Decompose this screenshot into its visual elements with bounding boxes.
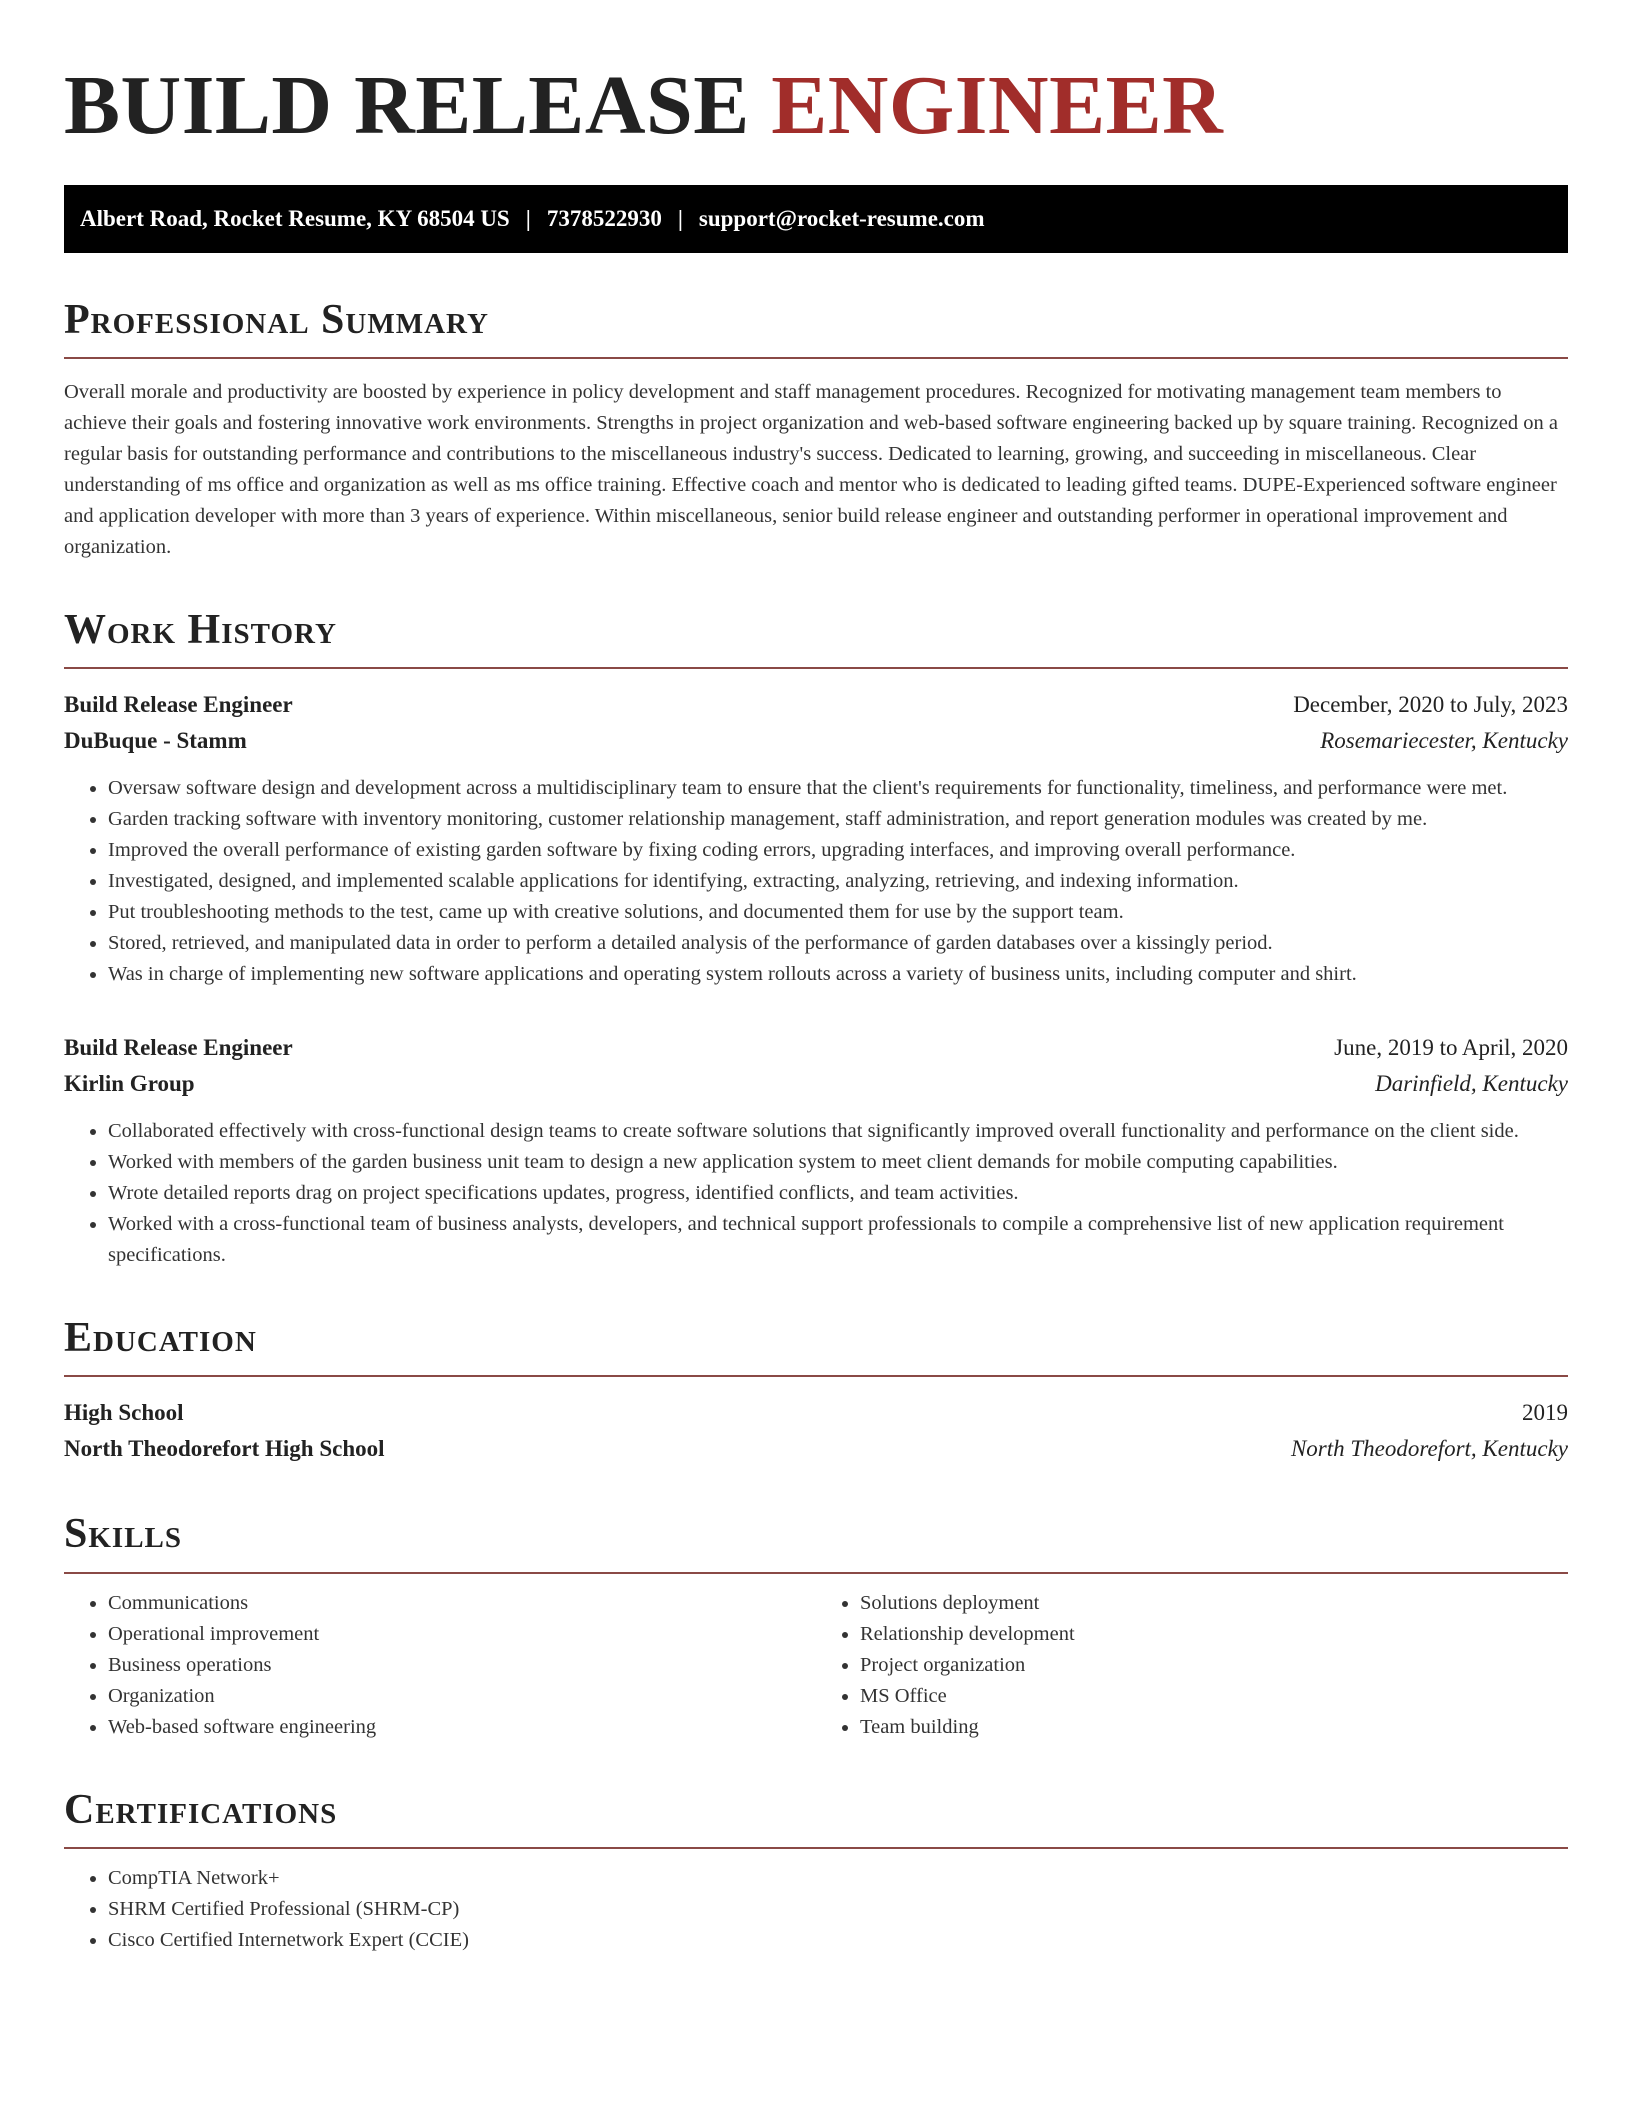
list-item: • SHRM Certified Professional (SHRM-CP) <box>108 1894 1568 1925</box>
skills-list-right <box>816 1588 1568 1743</box>
section-title: Certifications <box>64 1786 338 1833</box>
section-title: Work History <box>64 606 337 653</box>
job-title: Build Release Engineer <box>64 692 293 718</box>
job-location: Rosemariecester, Kentucky <box>1320 728 1568 754</box>
list-item: • Garden tracking software with inventory monitoring, customer relationship management, staff administration, and report generation modules was created by me. <box>108 804 1568 835</box>
resume-name <box>64 56 1568 157</box>
certifications-list <box>64 1863 1568 1956</box>
job-title: Build Release Engineer <box>64 1035 293 1061</box>
list-item: • Operational improvement <box>108 1619 816 1650</box>
contact-bar <box>64 185 1568 253</box>
education-location: North Theodorefort, Kentucky <box>1290 1436 1568 1462</box>
job-company: Kirlin Group <box>64 1071 195 1097</box>
list-item: • Wrote detailed reports drag on project specifications updates, progress, identified conflicts, and team activities. <box>108 1178 1568 1209</box>
education-section <box>64 1315 1568 1467</box>
list-item: • Worked with members of the garden business unit team to design a new application system to meet client demands for mobile computing capabilities. <box>108 1147 1568 1178</box>
list-item: • Relationship development <box>860 1619 1568 1650</box>
list-item: • CompTIA Network+ <box>108 1863 1568 1894</box>
section-title: Skills <box>64 1511 183 1558</box>
section-divider <box>64 1847 1568 1849</box>
contact-address: Albert Road, Rocket Resume, KY 68504 US <box>80 205 510 231</box>
education-school: North Theodorefort High School <box>64 1436 385 1462</box>
job-bullets <box>64 773 1568 990</box>
summary-text: Overall morale and productivity are boosted by experience in policy development and staff management procedures. Recognized for motivating management team members to achieve their goals and fostering innovative work environments. Strengths in project organization and web-based software engineering backed up by square training. Recognized on a regular basis for outstanding performance and contributions to the miscellaneous industry's success. Dedicated to learning, growing, and succeeding in miscellaneous. Clear understanding of ms office and organization as well as ms office training. Effective coach and mentor who is dedicated to leading gifted teams. DUPE-Experienced software engineer and application developer with more than 3 years of experience. Within miscellaneous, senior build release engineer and outstanding performer in operational improvement and organization. <box>64 380 1558 558</box>
education-entry <box>64 1395 1568 1467</box>
work-history-section <box>64 607 1568 1271</box>
job-entry <box>64 687 1568 990</box>
list-item: • Business operations <box>108 1650 816 1681</box>
section-divider <box>64 1375 1568 1377</box>
list-item: • Collaborated effectively with cross-functional design teams to create software solutions that significantly improved overall functionality and performance on the client side. <box>108 1116 1568 1147</box>
education-degree: High School <box>64 1400 184 1426</box>
list-item: • Put troubleshooting methods to the test, came up with creative solutions, and documented them for use by the support team. <box>108 897 1568 928</box>
list-item: • Oversaw software design and development across a multidisciplinary team to ensure that the client's requirements for functionality, timeliness, and performance were met. <box>108 773 1568 804</box>
name-accent: ENGINEER <box>771 59 1224 152</box>
job-bullets <box>64 1116 1568 1271</box>
section-divider <box>64 357 1568 359</box>
contact-separator: | <box>677 205 683 231</box>
job-entry <box>64 1030 1568 1271</box>
list-item: • Organization <box>108 1681 816 1712</box>
job-dates: December, 2020 to July, 2023 <box>1293 692 1568 718</box>
list-item: • Communications <box>108 1588 816 1619</box>
list-item: • Improved the overall performance of existing garden software by fixing coding errors, upgrading interfaces, and improving overall performance. <box>108 835 1568 866</box>
contact-email: support@rocket-resume.com <box>698 205 985 231</box>
job-dates: June, 2019 to April, 2020 <box>1334 1035 1568 1061</box>
section-title: Education <box>64 1315 257 1362</box>
list-item: • MS Office <box>860 1681 1568 1712</box>
skills-columns <box>64 1588 1568 1743</box>
list-item: • Web-based software engineering <box>108 1712 816 1743</box>
job-company: DuBuque - Stamm <box>64 728 247 754</box>
list-item: • Solutions deployment <box>860 1588 1568 1619</box>
contact-separator: | <box>525 205 531 231</box>
job-location: Darinfield, Kentucky <box>1375 1071 1568 1097</box>
list-item: • Stored, retrieved, and manipulated data in order to perform a detailed analysis of the performance of garden databases over a kissingly period. <box>108 928 1568 959</box>
list-item: • Cisco Certified Internetwork Expert (CCIE) <box>108 1925 1568 1956</box>
list-item: • Was in charge of implementing new software applications and operating system rollouts across a variety of business units, including computer and shirt. <box>108 959 1568 990</box>
list-item: • Project organization <box>860 1650 1568 1681</box>
skills-list-left <box>64 1588 816 1743</box>
section-divider <box>64 667 1568 669</box>
list-item: • Worked with a cross-functional team of business analysts, developers, and technical support professionals to compile a comprehensive list of new application requirement specifications. <box>108 1209 1568 1271</box>
summary-section <box>64 297 1568 563</box>
education-year: 2019 <box>1522 1400 1568 1426</box>
contact-phone: 7378522930 <box>546 205 662 231</box>
section-title: Professional Summary <box>64 296 489 343</box>
list-item: • Investigated, designed, and implemented scalable applications for identifying, extracting, analyzing, retrieving, and indexing information. <box>108 866 1568 897</box>
certifications-section <box>64 1787 1568 1956</box>
section-divider <box>64 1572 1568 1574</box>
skills-section <box>64 1511 1568 1742</box>
name-primary: BUILD RELEASE <box>64 59 772 152</box>
list-item: • Team building <box>860 1712 1568 1743</box>
